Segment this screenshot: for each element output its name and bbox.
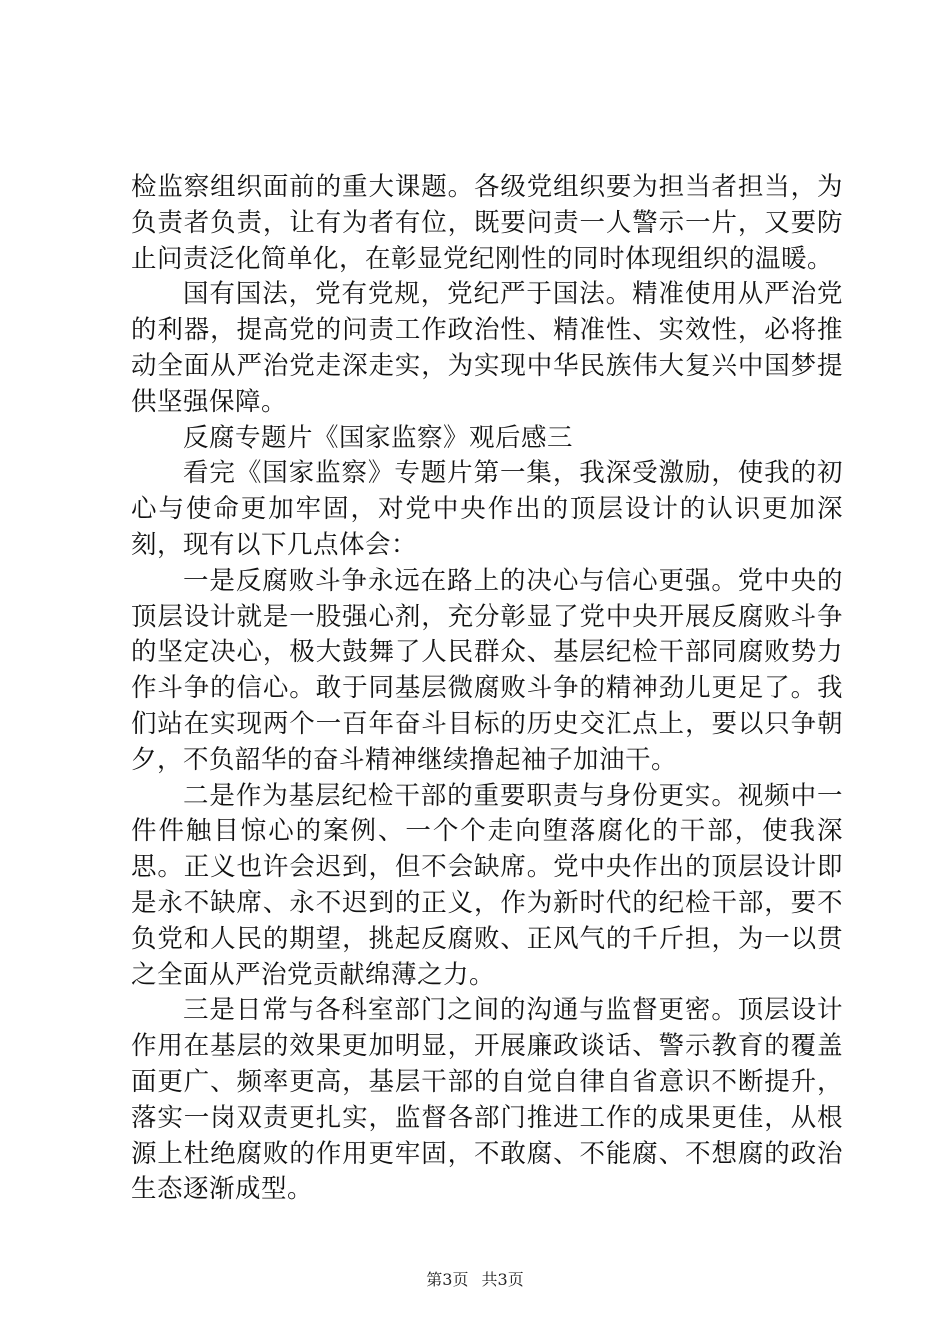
paragraph-6: 三是日常与各科室部门之间的沟通与监督更密。顶层设计作用在基层的效果更加明显，开展廉政谈话、警示教育的覆盖面更广、频率更高，基层干部的自觉自律自省意识不断提升，落实一岗双责更扎实，监督各部门推进工作的成果更佳，从根源上杜绝腐败的作用更牢固，不敢腐、不能腐、不想腐的政治生态逐渐成型。 [131,995,843,1205]
page-number: 第3页 [426,1270,469,1289]
paragraph-5: 二是作为基层纪检干部的重要职责与身份更实。视频中一件件触目惊心的案例、一个个走向堕落腐化的干部，使我深思。正义也许会迟到，但不会缺席。党中央作出的顶层设计即是永不缺席、永不迟到的正义，作为新时代的纪检干部，要不负党和人民的期望，挑起反腐败、正风气的千斤担，为一以贯之全面从严治党贡献绵薄之力。 [131,780,843,990]
section-title: 反腐专题片《国家监察》观后感三 [183,422,574,453]
paragraph-3: 看完《国家监察》专题片第一集，我深受激励，使我的初心与使命更加牢固，对党中央作出的顶层设计的认识更加深刻，现有以下几点体会： [131,458,843,560]
page-footer [0,1270,950,1290]
paragraph-1: 检监察组织面前的重大课题。各级党组织要为担当者担当，为负责者负责，让有为者有位，既要问责一人警示一片，又要防止问责泛化简单化，在彰显党纪刚性的同时体现组织的温暖。 [131,172,843,274]
paragraph-4: 一是反腐败斗争永远在路上的决心与信心更强。党中央的顶层设计就是一股强心剂，充分彰显了党中央开展反腐败斗争的坚定决心，极大鼓舞了人民群众、基层纪检干部同腐败势力作斗争的信心。敢于同基层微腐败斗争的精神劲儿更足了。我们站在实现两个一百年奋斗目标的历史交汇点上，要以只争朝夕，不负韶华的奋斗精神继续撸起袖子加油干。 [131,565,843,775]
document-body [131,170,843,1208]
paragraph-2: 国有国法，党有党规，党纪严于国法。精准使用从严治党的利器，提高党的问责工作政治性、精准性、实效性，必将推动全面从严治党走深走实，为实现中华民族伟大复兴中国梦提供坚强保障。 [131,279,843,417]
page-total: 共3页 [481,1270,524,1289]
